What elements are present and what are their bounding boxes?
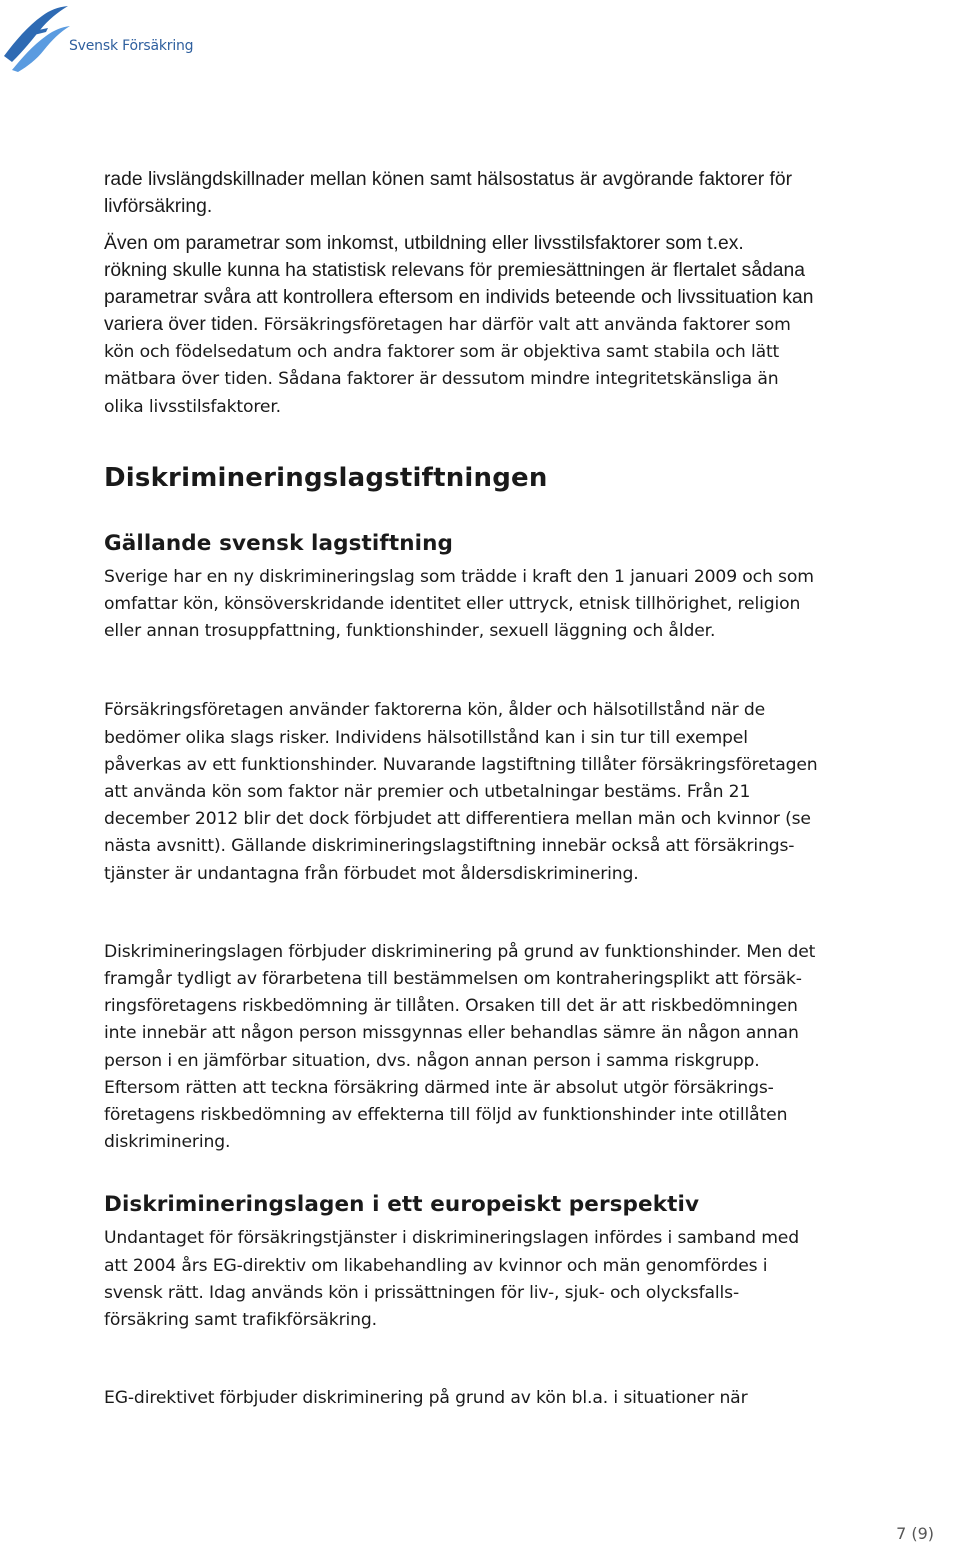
text-line: eller annan trosuppfattning, funktionshinder, sexuell läggning och ålder. [104,621,716,642]
text-line: kön och födelsedatum och andra faktorer som är objektiva samt stabila och lätt [104,342,780,363]
text-line: Sverige har en ny diskrimineringslag som trädde i kraft den 1 januari 2009 och som [104,566,814,587]
text-line: ringsföretagens riskbedömning är tillåten. Orsaken till det är att riskbedömningen [104,996,798,1017]
text-line: tjänster är undantagna från förbudet mot åldersdiskriminering. [104,863,639,884]
paragraph-3 [104,564,960,646]
text-segment: variera över tiden. [104,314,259,335]
text-line: framgår tydligt av förarbetena till bestämmelsen om kontraheringsplikt att försäk- [104,969,802,990]
logo-text: Svensk Försäkring [69,38,194,54]
paragraph-1 [104,166,960,220]
paragraph-2-continued [104,339,960,421]
text-line: Diskrimineringslagen förbjuder diskriminering på grund av funktionshinder. Men det [104,941,816,962]
text-line: EG-direktivet förbjuder diskriminering på grund av kön bl.a. i situationer när [104,1388,748,1409]
subsection-heading: Gällande svensk lagstiftning [104,530,453,556]
text-line: att 2004 års EG-direktiv om likabehandling av kvinnor och män genomfördes i [104,1255,768,1276]
text-line: december 2012 blir det dock förbjudet att differentiera mellan män och kvinnor (se [104,809,811,830]
text-line: Undantaget för försäkringstjänster i diskrimineringslagen infördes i samband med [104,1228,799,1249]
text-line: nästa avsnitt). Gällande diskrimineringslagstiftning innebär också att försäkrings- [104,836,795,857]
section-heading: Diskrimineringslagstiftningen [104,462,548,493]
text-line: företagens riskbedömning av effekterna till följd av funktionshinder inte otillåten [104,1105,788,1126]
text-segment: Försäkringsföretagen har därför valt att använda faktorer som [258,315,791,335]
paragraph-4 [104,697,960,887]
paragraph-7 [104,1385,960,1412]
text-line: mätbara över tiden. Sådana faktorer är dessutom mindre integritetskänsliga än [104,369,779,390]
paragraph-5 [104,939,960,1157]
text-line-mixed [104,311,960,339]
text-line: påverkas av ett funktionshinder. Nuvarande lagstiftning tillåter försäkringsföretagen [104,754,818,775]
svensk-forsakring-logo-icon [2,4,72,74]
text-line: Eftersom rätten att teckna försäkring därmed inte är absolut utgör försäkrings- [104,1077,774,1098]
text-line: Försäkringsföretagen använder faktorerna kön, ålder och hälsotillstånd när de [104,700,766,721]
text-line: livförsäkring. [104,196,213,217]
text-line: rade livslängdskillnader mellan könen samt hälsostatus är avgörande faktorer för [104,169,793,190]
text-line: person i en jämförbar situation, dvs. någon annan person i samma riskgrupp. [104,1050,760,1071]
document-body [104,166,960,1412]
logo [2,4,202,74]
text-line: Även om parametrar som inkomst, utbildning eller livsstilsfaktorer som t.ex. [104,233,744,254]
text-line: diskriminering. [104,1132,231,1153]
text-line: bedömer olika slags risker. Individens hälsotillstånd kan i sin tur till exempel [104,727,748,748]
paragraph-2 [104,230,960,339]
text-line: rökning skulle kunna ha statistisk relevans för premiesättningen är flertalet sådana [104,260,805,281]
text-line: att använda kön som faktor när premier och utbetalningar bestäms. Från 21 [104,782,751,803]
paragraph-6 [104,1225,960,1334]
text-line: omfattar kön, könsöverskridande identitet eller uttryck, etnisk tillhörighet, religion [104,594,801,615]
text-line: olika livsstilsfaktorer. [104,396,281,417]
subsection-heading: Diskrimineringslagen i ett europeiskt perspektiv [104,1192,700,1218]
text-line: inte innebär att någon person missgynnas eller behandlas sämre än någon annan [104,1023,799,1044]
page-number: 7 (9) [896,1524,934,1543]
text-line: parametrar svåra att kontrollera eftersom en individs beteende och livssituation kan [104,287,814,308]
text-line: svensk rätt. Idag används kön i prissättningen för liv-, sjuk- och olycksfalls- [104,1282,740,1303]
text-line: försäkring samt trafikförsäkring. [104,1310,377,1331]
